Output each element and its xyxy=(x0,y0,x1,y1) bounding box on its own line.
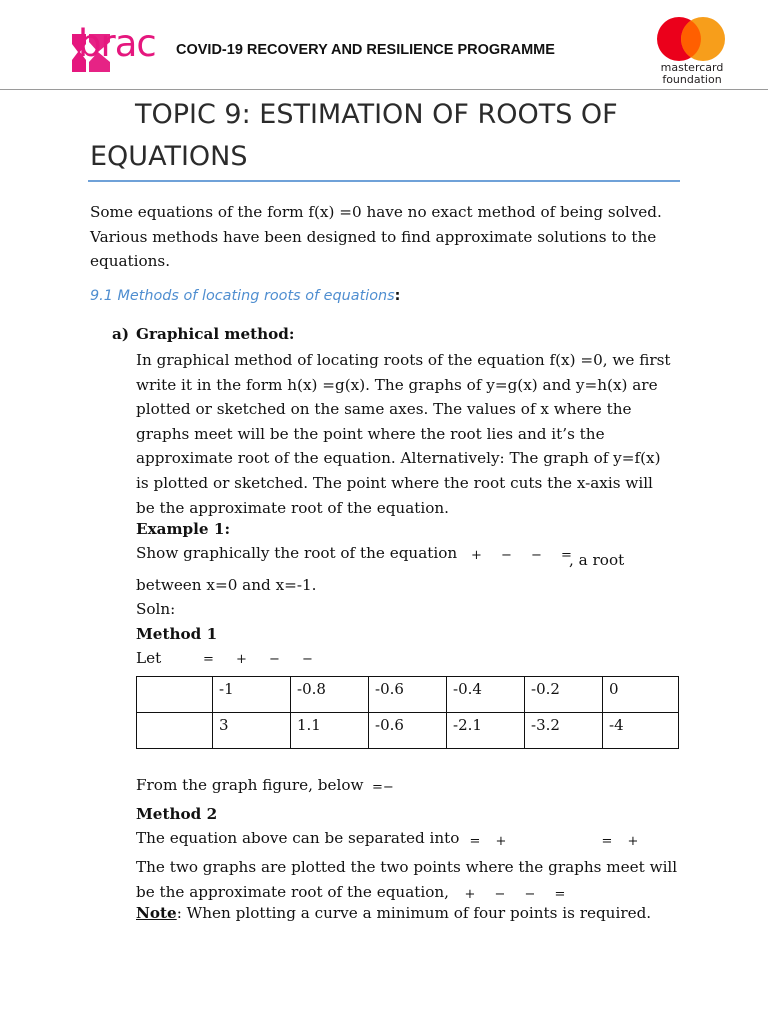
eq-symbol: = xyxy=(469,834,481,849)
method-1-heading: Method 1 xyxy=(136,625,218,643)
graphical-method-body: In graphical method of locating roots of the equation f(x) =0, we first write it in the form h(x) =g(x). The graphs of y=g(x) and y=h(x) are plotted or sketched on the same axes. The values of x where the graphs meet will be the point where the root lies and it’s the approximate root of the equation. Alternatively: The graph of y=f(x) is plotted or sketched. The point where the root cuts the x-axis will be the approximate root of the equation. xyxy=(136,351,671,517)
table-cell: -3.2 xyxy=(525,713,603,749)
eq-symbol: − xyxy=(501,548,513,563)
mastercard-foundation-wordmark xyxy=(652,62,732,86)
section-heading-colon: : xyxy=(394,288,401,304)
table-cell: -0.4 xyxy=(447,677,525,713)
table-cell: -0.2 xyxy=(525,677,603,713)
method-2-heading: Method 2 xyxy=(136,805,218,823)
page-title xyxy=(90,94,690,178)
let-label: Let xyxy=(136,649,162,667)
method-2-explanation: The two graphs are plotted the two points where the graphs meet will be the approximate root of the equation, xyxy=(136,858,678,901)
section-heading xyxy=(90,288,400,304)
eq-symbol: + xyxy=(236,652,247,667)
table-cell xyxy=(137,713,213,749)
eq-symbol: − xyxy=(494,887,506,902)
eq-symbol: = xyxy=(561,548,573,563)
table-cell: 1.1 xyxy=(291,713,369,749)
table-row xyxy=(137,713,679,749)
graph-conclusion: From the graph figure, below xyxy=(136,776,364,794)
graphical-method-heading: Graphical method: xyxy=(136,325,295,343)
table-cell xyxy=(137,677,213,713)
values-table xyxy=(136,676,679,749)
example-title: Example 1: xyxy=(136,520,231,538)
mastercard-line: mastercard xyxy=(660,61,724,74)
table-cell: -2.1 xyxy=(447,713,525,749)
eq-symbol: − xyxy=(524,887,536,902)
header-divider xyxy=(0,89,768,90)
table-cell: -0.6 xyxy=(369,713,447,749)
table-cell: -0.8 xyxy=(291,677,369,713)
title-line-1: TOPIC 9: ESTIMATION OF ROOTS OF xyxy=(135,99,618,130)
eq-symbol: − xyxy=(269,652,280,667)
eq-symbol: + xyxy=(627,834,639,849)
method-2-final-equation xyxy=(455,887,575,902)
table-cell: -4 xyxy=(603,713,679,749)
eq-symbol: = xyxy=(601,834,613,849)
let-equation xyxy=(192,652,324,667)
list-marker: a) xyxy=(112,325,130,343)
section-heading-text: 9.1 Methods of locating roots of equations xyxy=(90,288,395,304)
mastercard-circles-icon xyxy=(653,16,729,62)
eq-symbol: + xyxy=(471,548,483,563)
graph-conclusion-equation: =− xyxy=(372,780,394,795)
title-underline xyxy=(88,180,680,182)
brac-wordmark: brac xyxy=(78,22,156,65)
method-2-equations xyxy=(462,834,646,849)
method-2-statement: The equation above can be separated into xyxy=(136,829,460,847)
eq-symbol: = xyxy=(554,887,566,902)
solution-label: Soln: xyxy=(136,600,176,618)
example-range: between x=0 and x=-1. xyxy=(136,576,317,594)
table-cell: -1 xyxy=(213,677,291,713)
example-statement: Show graphically the root of the equation xyxy=(136,544,458,562)
eq-symbol: − xyxy=(531,548,543,563)
table-cell: 0 xyxy=(603,677,679,713)
note-line xyxy=(136,904,651,922)
table-cell: -0.6 xyxy=(369,677,447,713)
note-label: Note xyxy=(136,904,177,922)
eq-symbol: = xyxy=(203,652,214,667)
eq-symbol: + xyxy=(464,887,476,902)
example-equation xyxy=(462,548,582,563)
table-row xyxy=(137,677,679,713)
example-statement-end: , a root xyxy=(569,551,625,569)
table-cell: 3 xyxy=(213,713,291,749)
intro-paragraph: Some equations of the form f(x) =0 have no exact method of being solved. Various methods have been designed to find approximate solutions to the equations. xyxy=(90,203,662,271)
title-line-2: EQUATIONS xyxy=(90,141,248,172)
note-text: : When plotting a curve a minimum of four points is required. xyxy=(176,904,652,922)
programme-title: COVID-19 RECOVERY AND RESILIENCE PROGRAMME xyxy=(176,42,555,58)
foundation-line: foundation xyxy=(662,73,722,86)
eq-symbol: + xyxy=(495,834,507,849)
eq-symbol: − xyxy=(302,652,313,667)
